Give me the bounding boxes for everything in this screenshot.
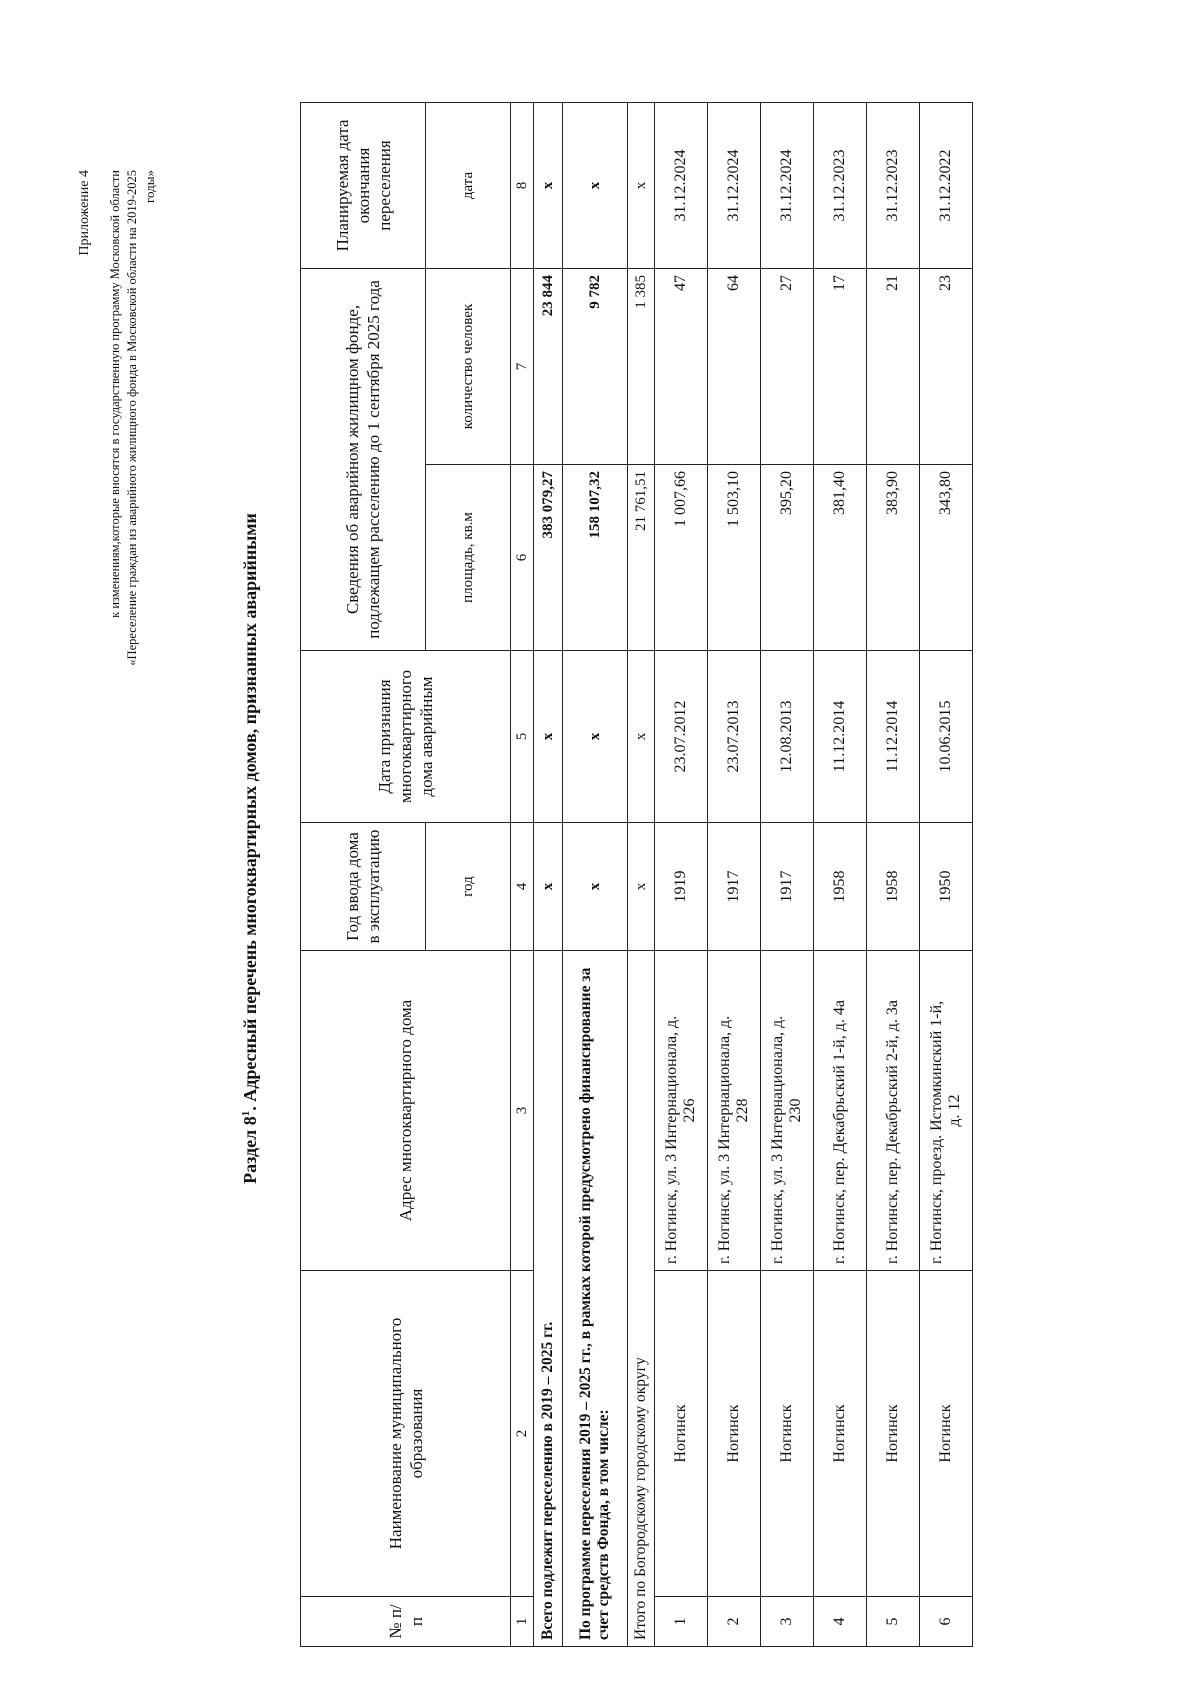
appendix-header (76, 170, 158, 730)
subheader-year: год (426, 823, 511, 951)
address-line: г. Ногинск, ул. 3 Интернационала, д. (769, 1015, 786, 1264)
row-end: 31.12.2023 (814, 103, 867, 269)
row-year: 1958 (867, 823, 920, 951)
address-line: г. Ногинск, проезд. Истомкинский 1-й, (928, 1000, 945, 1264)
row-people: 17 (814, 269, 867, 465)
total-row (534, 103, 563, 1647)
appendix-line: «Переселение граждан из аварийного жилищного фонда в Московской области на 2019-2025 (125, 170, 139, 666)
row-area: 1 007,66 (655, 465, 708, 651)
row-municipality: Ногинск (761, 1271, 814, 1597)
row-municipality: Ногинск (920, 1271, 973, 1597)
row-address (655, 951, 708, 1271)
district-year: х (628, 823, 655, 951)
appendix-title: Приложение 4 (77, 170, 92, 256)
district-date: х (628, 651, 655, 823)
address-line: г. Ногинск, пер. Декабрьский 2-й, д. 3а (884, 1000, 901, 1264)
row-date: 23.07.2013 (708, 651, 761, 823)
appendix-line: годы» (142, 170, 157, 203)
column-number: 1 (511, 1597, 534, 1647)
total-end: х (534, 103, 563, 269)
section-title (240, 0, 261, 1697)
table-row (761, 103, 814, 1647)
row-municipality: Ногинск (708, 1271, 761, 1597)
column-number: 8 (511, 103, 534, 269)
column-numbers-row (511, 103, 534, 1647)
row-people: 47 (655, 269, 708, 465)
header-date-emergency: Дата признания многоквартирного дома аварийным (301, 651, 511, 823)
header-fund-info: Сведения об аварийном жилищном фонде, подлежащем расселению до 1 сентября 2025 года (301, 269, 426, 651)
row-address (867, 951, 920, 1271)
address-line: д. 12 (946, 1094, 963, 1127)
table-row (814, 103, 867, 1647)
total-people: 23 844 (534, 269, 563, 465)
total-label: Всего подлежит переселению в 2019 – 2025 гг. (534, 951, 563, 1647)
district-label: Итого по Богородскому городскому округу (628, 951, 655, 1647)
district-people: 1 385 (628, 269, 655, 465)
row-num: 5 (867, 1597, 920, 1647)
district-area: 21 761,51 (628, 465, 655, 651)
row-num: 1 (655, 1597, 708, 1647)
row-address (814, 951, 867, 1271)
row-municipality: Ногинск (867, 1271, 920, 1597)
row-area: 383,90 (867, 465, 920, 651)
row-end: 31.12.2024 (761, 103, 814, 269)
column-number: 4 (511, 823, 534, 951)
row-end: 31.12.2023 (867, 103, 920, 269)
row-date: 23.07.2012 (655, 651, 708, 823)
table-row (708, 103, 761, 1647)
row-end: 31.12.2022 (920, 103, 973, 269)
row-date: 10.06.2015 (920, 651, 973, 823)
row-date: 11.12.2014 (814, 651, 867, 823)
program-row (563, 103, 628, 1647)
row-num: 2 (708, 1597, 761, 1647)
table-row (867, 103, 920, 1647)
total-area: 383 079,27 (534, 465, 563, 651)
header-row (301, 103, 426, 1647)
column-number: 3 (511, 951, 534, 1271)
table-row (655, 103, 708, 1647)
address-line: 226 (681, 1098, 698, 1123)
program-label: По программе переселения 2019 – 2025 гг., в рамках которой предусмотрено финансирование за счет средств Фонда, в том числе: (563, 951, 628, 1647)
section-title-prefix: Раздел 8 (240, 1116, 260, 1184)
address-line: 228 (734, 1098, 751, 1123)
row-municipality: Ногинск (655, 1271, 708, 1597)
row-area: 395,20 (761, 465, 814, 651)
row-date: 12.08.2013 (761, 651, 814, 823)
section-title-superscript: 1 (240, 1110, 252, 1117)
table-row (920, 103, 973, 1647)
row-area: 381,40 (814, 465, 867, 651)
program-end: х (563, 103, 628, 269)
address-line: г. Ногинск, ул. 3 Интернационала, д. (716, 1015, 733, 1264)
header-year-built: Год ввода дома в эксплуатацию (301, 823, 426, 951)
row-people: 21 (867, 269, 920, 465)
subheader-people: количество человек (426, 269, 511, 465)
appendix-line: к изменениям,которые вносятся в государственную программу Московской области (108, 170, 122, 618)
row-num: 4 (814, 1597, 867, 1647)
subheader-area: площадь, кв.м (426, 465, 511, 651)
row-address (761, 951, 814, 1271)
row-year: 1917 (761, 823, 814, 951)
row-address (920, 951, 973, 1271)
column-number: 7 (511, 269, 534, 465)
column-number: 5 (511, 651, 534, 823)
row-year: 1919 (655, 823, 708, 951)
row-area: 343,80 (920, 465, 973, 651)
address-line: г. Ногинск, ул. 3 Интернационала, д. (663, 1015, 680, 1264)
row-people: 64 (708, 269, 761, 465)
housing-table (300, 102, 973, 1647)
program-year: х (563, 823, 628, 951)
column-number: 6 (511, 465, 534, 651)
header-address: Адрес многоквартирного дома (301, 951, 511, 1271)
row-year: 1958 (814, 823, 867, 951)
row-municipality: Ногинск (814, 1271, 867, 1597)
row-end: 31.12.2024 (655, 103, 708, 269)
header-municipality: Наименование муниципального образования (301, 1271, 511, 1597)
program-date: х (563, 651, 628, 823)
header-planned-end: Планируемая дата окончания переселения (301, 103, 426, 269)
row-people: 27 (761, 269, 814, 465)
district-end: х (628, 103, 655, 269)
total-year: х (534, 823, 563, 951)
program-people: 9 782 (563, 269, 628, 465)
row-area: 1 503,10 (708, 465, 761, 651)
row-address (708, 951, 761, 1271)
total-date: х (534, 651, 563, 823)
row-people: 23 (920, 269, 973, 465)
section-title-text: . Адресный перечень многоквартирных домов, признанных аварийными (240, 513, 260, 1111)
address-line: г. Ногинск, пер. Декабрьский 1-й, д. 4а (831, 1000, 848, 1264)
column-number: 2 (511, 1271, 534, 1597)
district-row (628, 103, 655, 1647)
address-line: 230 (787, 1098, 804, 1123)
row-date: 11.12.2014 (867, 651, 920, 823)
row-end: 31.12.2024 (708, 103, 761, 269)
program-area: 158 107,32 (563, 465, 628, 651)
header-num: № п/п (301, 1597, 511, 1647)
subheader-date: дата (426, 103, 511, 269)
row-year: 1950 (920, 823, 973, 951)
row-num: 6 (920, 1597, 973, 1647)
row-year: 1917 (708, 823, 761, 951)
row-num: 3 (761, 1597, 814, 1647)
